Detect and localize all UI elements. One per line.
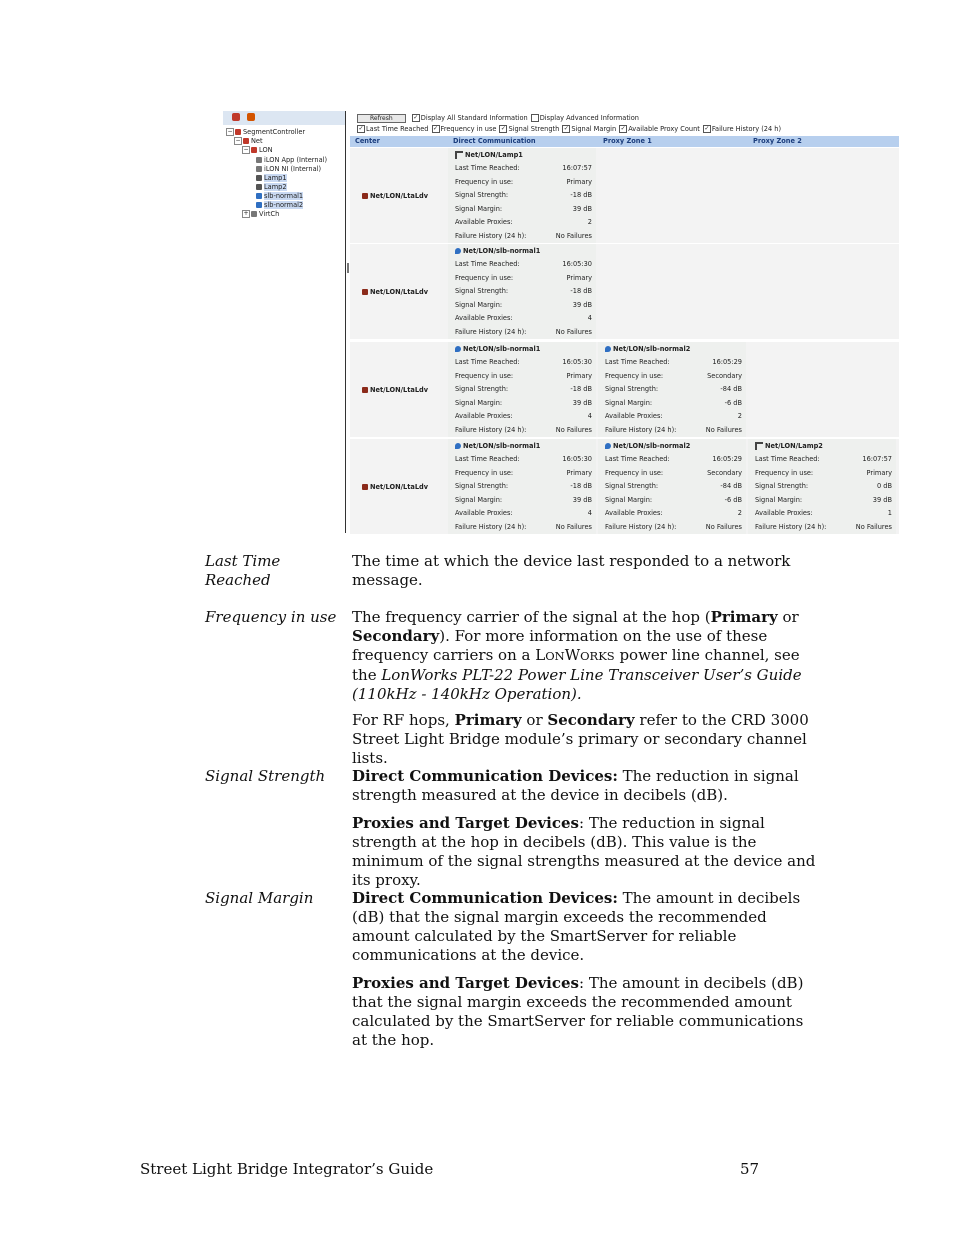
tree-toolbar <box>223 111 345 125</box>
field-value: No Failures <box>855 523 892 531</box>
device-field <box>455 301 592 309</box>
device-name-text: Net/LON/slb-normal1 <box>463 247 541 255</box>
device-field <box>605 426 742 434</box>
desc-frequency-rf-hops: For RF hops, Primary or Secondary refer to the CRD 3000 Street Light Bridge module’s primary or secondary channel lists. <box>352 711 809 767</box>
field-value: 16:05:29 <box>712 455 742 463</box>
device-field <box>755 496 892 504</box>
refresh-button[interactable]: Refresh <box>357 114 406 123</box>
field-key: Frequency in use: <box>755 468 814 477</box>
field-value: Primary <box>866 468 892 477</box>
field-checkbox[interactable]: ✓ <box>500 125 506 132</box>
field-value: No Failures <box>705 426 742 434</box>
desc-signal-margin-direct: Direct Communication Devices: The amount in decibels (dB) that the signal margin exceeds the recommended amount calculated by the SmartServer for reliable communications at the device. <box>352 889 801 964</box>
field-value: -6 dB <box>724 398 742 407</box>
field-key: Failure History (24 h): <box>455 232 527 240</box>
field-key: Signal Strength: <box>455 385 509 394</box>
device-field <box>455 385 592 393</box>
tree-node-label: iLON App (Internal) <box>264 156 328 164</box>
node-icon <box>243 138 249 144</box>
device-name-text: Net/LON/slb-normal1 <box>463 442 541 450</box>
field-key: Last Time Reached: <box>455 455 520 463</box>
field-value: -18 dB <box>570 191 592 200</box>
field-value: 39 dB <box>572 495 592 504</box>
slb-icon <box>455 443 461 449</box>
desc-signal-strength-proxies: Proxies and Target Devices: The reduction in signal strength at the hop in decibels (dB). This value is the minimum of the signal strengths measured at the device and its proxy. <box>352 814 816 889</box>
device-field <box>455 426 592 434</box>
field-value: No Failures <box>555 328 592 336</box>
device-field <box>455 205 592 213</box>
field-value: -84 dB <box>720 385 742 394</box>
device-name[interactable] <box>455 442 540 450</box>
center-name: Net/LON/LtaLdv <box>370 482 429 491</box>
device-field <box>755 455 892 463</box>
field-key: Signal Strength: <box>455 191 509 200</box>
center-device-icon <box>362 193 368 199</box>
field-label: Failure History (24 h) <box>711 125 782 133</box>
device-name-text: Net/LON/Lamp2 <box>765 442 823 450</box>
collapse-icon[interactable]: − <box>235 137 241 144</box>
node-icon <box>256 166 262 172</box>
device-field <box>455 469 592 477</box>
center-device-label[interactable] <box>362 288 428 296</box>
red-device-icon[interactable] <box>232 113 240 121</box>
field-key: Failure History (24 h): <box>455 523 527 531</box>
option-label: Display Advanced Information <box>539 114 639 122</box>
slb-icon <box>455 248 461 254</box>
field-value: Primary <box>566 468 592 477</box>
tree-node-label: VirtCh <box>259 210 280 218</box>
device-field <box>455 274 592 282</box>
field-key: Available Proxies: <box>605 509 663 518</box>
navigation-tree <box>223 111 346 533</box>
field-key: Frequency in use: <box>455 273 514 282</box>
field-checkbox[interactable]: ✓ <box>432 125 439 132</box>
option-checkbox[interactable]: ✓ <box>413 114 419 121</box>
display-options <box>350 111 899 135</box>
device-field <box>755 482 892 490</box>
device-name[interactable] <box>605 442 690 450</box>
field-value: 39 dB <box>872 495 892 504</box>
device-cell <box>448 148 596 243</box>
field-key: Signal Margin: <box>755 495 803 504</box>
device-field <box>755 509 892 517</box>
field-key: Signal Margin: <box>455 495 503 504</box>
device-name[interactable] <box>755 442 823 450</box>
field-checkbox[interactable]: ✓ <box>704 125 710 132</box>
device-name-text: Net/LON/Lamp1 <box>465 151 523 159</box>
tree-node[interactable] <box>226 128 305 136</box>
field-key: Signal Margin: <box>605 495 653 504</box>
field-key: Signal Strength: <box>455 287 509 296</box>
device-field <box>455 399 592 407</box>
device-field <box>605 496 742 504</box>
device-cell <box>598 342 746 437</box>
field-value: -18 dB <box>570 385 592 394</box>
node-icon <box>256 157 262 163</box>
field-key: Signal Strength: <box>605 385 659 394</box>
field-key: Available Proxies: <box>455 218 513 227</box>
device-name[interactable] <box>455 151 523 159</box>
device-field <box>455 328 592 336</box>
desc-frequency-in-use: The frequency carrier of the signal at the hop (Primary or Secondary). For more information on the use of these frequency carriers on a LONWORKS power line channel, see the LonWorks PLT-22 Power Line Transceiver User’s Guide (110kHz - 140kHz Operation). <box>352 608 802 703</box>
device-field <box>755 523 892 531</box>
tree-node[interactable] <box>234 137 263 145</box>
option-label: Display All Standard Information <box>420 114 528 122</box>
node-icon <box>256 193 262 199</box>
device-cell <box>448 342 596 437</box>
field-key: Available Proxies: <box>455 314 513 323</box>
page-number: 57 <box>740 1160 760 1178</box>
field-key: Available Proxies: <box>455 412 513 421</box>
field-checkbox[interactable]: ✓ <box>563 125 569 132</box>
field-checkbox[interactable]: ✓ <box>358 125 364 132</box>
field-key: Failure History (24 h): <box>755 523 827 531</box>
tree-node-label: iLON NI (Internal) <box>264 165 322 173</box>
center-cell <box>350 148 448 243</box>
field-value: -18 dB <box>570 482 592 491</box>
node-icon <box>256 175 262 181</box>
field-key: Signal Strength: <box>605 482 659 491</box>
device-field <box>455 523 592 531</box>
field-value: No Failures <box>555 523 592 531</box>
device-field <box>455 412 592 420</box>
tree-node-label: Lamp2 <box>264 183 287 191</box>
device-field <box>455 372 592 380</box>
lamp-icon <box>755 442 763 450</box>
field-label: Available Proxy Count <box>628 125 700 133</box>
tree-node-label: slb-normal1 <box>264 192 304 200</box>
device-field <box>455 287 592 295</box>
center-device-label[interactable] <box>362 386 428 394</box>
field-checkbox[interactable]: ✓ <box>620 125 626 132</box>
field-key: Frequency in use: <box>455 468 514 477</box>
field-key: Signal Margin: <box>455 398 503 407</box>
device-cell <box>598 439 746 534</box>
device-field <box>605 482 742 490</box>
field-key: Failure History (24 h): <box>605 523 677 531</box>
device-field <box>455 509 592 517</box>
field-value: -18 dB <box>570 287 592 296</box>
field-value: 16:05:30 <box>562 358 592 366</box>
field-value: 2 <box>587 218 592 227</box>
tree-node[interactable] <box>242 146 273 154</box>
field-key: Last Time Reached: <box>605 455 670 463</box>
device-field <box>455 482 592 490</box>
hop-row <box>350 148 899 243</box>
field-value: 16:07:57 <box>562 164 592 172</box>
device-field <box>605 372 742 380</box>
field-key: Available Proxies: <box>755 509 813 518</box>
splitter-handle[interactable] <box>347 263 349 273</box>
expand-icon[interactable]: + <box>243 210 249 217</box>
collapse-icon[interactable]: − <box>227 128 233 135</box>
center-device-label[interactable] <box>362 192 428 200</box>
field-value: 16:05:30 <box>562 260 592 268</box>
field-key: Failure History (24 h): <box>455 426 527 434</box>
field-key: Failure History (24 h): <box>605 426 677 434</box>
field-key: Failure History (24 h): <box>455 328 527 336</box>
device-name-text: Net/LON/slb-normal2 <box>613 442 691 450</box>
collapse-icon[interactable]: − <box>243 146 249 153</box>
field-value: 0 dB <box>876 482 892 491</box>
field-key: Last Time Reached: <box>455 358 520 366</box>
node-icon <box>235 129 241 135</box>
field-value: Primary <box>566 177 592 186</box>
network-diagnostics-panel <box>350 111 899 533</box>
tree-node[interactable] <box>256 183 287 191</box>
field-value: No Failures <box>555 426 592 434</box>
device-cell <box>448 244 596 339</box>
field-value: Secondary <box>707 468 742 477</box>
device-cell <box>448 439 596 534</box>
field-key: Signal Margin: <box>455 300 503 309</box>
field-key: Signal Margin: <box>455 204 503 213</box>
field-value: 39 dB <box>572 398 592 407</box>
node-icon <box>256 184 262 190</box>
device-field <box>455 358 592 366</box>
device-cell <box>748 439 896 534</box>
tree-node-label: SegmentController <box>243 128 306 136</box>
device-field <box>605 523 742 531</box>
device-field <box>455 164 592 172</box>
smartserver-screenshot <box>223 111 899 533</box>
field-key: Frequency in use: <box>455 177 514 186</box>
term-last-time-reached: Last Time Reached <box>205 552 281 589</box>
field-label: Signal Strength <box>508 125 560 133</box>
field-key: Signal Strength: <box>455 482 509 491</box>
device-name-text: Net/LON/slb-normal2 <box>613 345 691 353</box>
device-name[interactable] <box>455 345 540 353</box>
device-field <box>605 399 742 407</box>
field-key: Last Time Reached: <box>755 455 820 463</box>
red-tool-icon[interactable] <box>247 113 255 121</box>
tree-node[interactable] <box>256 201 303 209</box>
device-field <box>455 496 592 504</box>
desc-signal-margin-proxies: Proxies and Target Devices: The amount in decibels (dB) that the signal margin exceeds the recommended amount calculated by the SmartServer for reliable communications at the hop. <box>352 974 804 1049</box>
device-field <box>455 191 592 199</box>
field-key: Last Time Reached: <box>455 164 520 172</box>
column-direct-communication[interactable]: Direct Communication <box>453 137 536 145</box>
field-key: Last Time Reached: <box>605 358 670 366</box>
hop-row <box>350 342 899 437</box>
tree-node-label: Lamp1 <box>264 174 287 182</box>
field-value: No Failures <box>705 523 742 531</box>
tree-node[interactable] <box>242 210 279 218</box>
field-value: 16:05:30 <box>562 455 592 463</box>
column-proxy-zone-1[interactable]: Proxy Zone 1 <box>603 137 652 145</box>
field-key: Available Proxies: <box>605 412 663 421</box>
column-center[interactable]: Center <box>355 137 380 145</box>
desc-signal-strength-direct: Direct Communication Devices: The reduction in signal strength measured at the device in decibels (dB). <box>352 767 799 804</box>
field-key: Frequency in use: <box>605 371 664 380</box>
center-device-icon <box>362 484 368 490</box>
tree-node-label: LON <box>259 146 273 154</box>
center-cell <box>350 439 448 534</box>
device-field <box>755 469 892 477</box>
field-value: 2 <box>737 412 742 421</box>
center-device-label[interactable] <box>362 483 428 491</box>
node-icon <box>251 147 257 153</box>
field-key: Signal Margin: <box>605 398 653 407</box>
slb-icon <box>605 346 611 352</box>
tree-node-label: slb-normal2 <box>264 201 304 209</box>
tree-node-label: Net <box>251 137 263 145</box>
field-value: 39 dB <box>572 204 592 213</box>
tree-node[interactable] <box>256 165 321 173</box>
tree-node[interactable] <box>256 156 327 164</box>
center-cell <box>350 244 448 339</box>
device-field <box>605 455 742 463</box>
device-field <box>455 218 592 226</box>
center-device-icon <box>362 387 368 393</box>
device-name-text: Net/LON/slb-normal1 <box>463 345 541 353</box>
column-header <box>350 136 899 147</box>
center-name: Net/LON/LtaLdv <box>370 191 429 200</box>
field-label: Signal Margin <box>571 125 617 133</box>
hop-row <box>350 439 899 534</box>
field-key: Last Time Reached: <box>455 260 520 268</box>
field-value: -6 dB <box>724 495 742 504</box>
field-value: 16:05:29 <box>712 358 742 366</box>
field-value: 39 dB <box>572 300 592 309</box>
field-value: 4 <box>587 412 592 421</box>
desc-last-time-reached: The time at which the device last responded to a network message. <box>352 552 791 589</box>
device-field <box>605 385 742 393</box>
device-field <box>605 469 742 477</box>
field-value: Primary <box>566 273 592 282</box>
field-label: Last Time Reached <box>366 125 429 133</box>
device-name[interactable] <box>605 345 690 353</box>
field-key: Frequency in use: <box>455 371 514 380</box>
device-field <box>455 260 592 268</box>
lamp-icon <box>455 151 463 159</box>
field-value: 1 <box>887 509 892 518</box>
term-signal-strength: Signal Strength <box>205 767 326 785</box>
node-icon <box>256 202 262 208</box>
field-label: Frequency in use <box>440 125 497 133</box>
device-field <box>605 358 742 366</box>
center-device-icon <box>362 289 368 295</box>
field-value: 4 <box>587 314 592 323</box>
term-signal-margin: Signal Margin <box>205 889 314 907</box>
field-value: Primary <box>566 371 592 380</box>
field-key: Signal Strength: <box>755 482 809 491</box>
field-value: 16:07:57 <box>862 455 892 463</box>
node-icon <box>251 211 257 217</box>
hop-row <box>350 244 899 339</box>
device-field <box>455 232 592 240</box>
option-checkbox[interactable] <box>531 114 539 122</box>
device-field <box>605 412 742 420</box>
center-name: Net/LON/LtaLdv <box>370 287 429 296</box>
device-field <box>605 509 742 517</box>
field-value: Secondary <box>707 371 742 380</box>
tree-node[interactable] <box>256 192 303 200</box>
device-field <box>455 178 592 186</box>
term-frequency-in-use: Frequency in use <box>205 608 337 626</box>
slb-icon <box>455 346 461 352</box>
field-value: No Failures <box>555 232 592 240</box>
device-field <box>455 314 592 322</box>
center-cell <box>350 342 448 437</box>
field-value: -84 dB <box>720 482 742 491</box>
footer-title: Street Light Bridge Integrator’s Guide <box>140 1160 434 1178</box>
field-key: Frequency in use: <box>605 468 664 477</box>
field-value: 4 <box>587 509 592 518</box>
column-proxy-zone-2[interactable]: Proxy Zone 2 <box>753 137 802 145</box>
center-name: Net/LON/LtaLdv <box>370 385 429 394</box>
device-field <box>455 455 592 463</box>
slb-icon <box>605 443 611 449</box>
field-key: Available Proxies: <box>455 509 513 518</box>
device-name[interactable] <box>455 247 540 255</box>
field-value: 2 <box>737 509 742 518</box>
tree-node[interactable] <box>256 174 287 182</box>
